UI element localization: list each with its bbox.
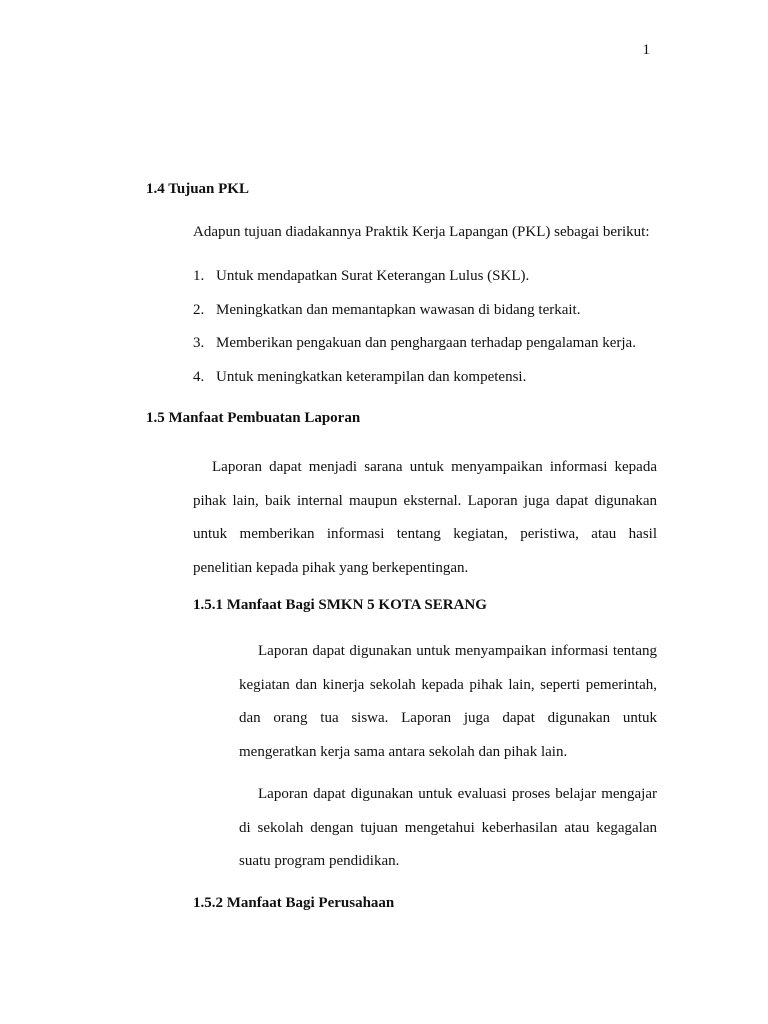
- list-item: [193, 266, 673, 300]
- objectives-list: [193, 266, 673, 400]
- list-item: [193, 367, 673, 401]
- paragraph-manfaat-laporan: Laporan dapat menjadi sarana untuk menyampaikan informasi kepada pihak lain, baik internal maupun eksternal. Laporan juga dapat digunakan untuk memberikan informasi tentang kegiatan, peristiwa, atau hasil penelitian kepada pihak yang berkepentingan.: [193, 459, 657, 576]
- list-item-text: Meningkatkan dan memantapkan wawasan di bidang terkait.: [216, 301, 581, 318]
- section-heading-1-4: 1.4 Tujuan PKL: [146, 181, 249, 197]
- page-number: 1: [642, 42, 650, 58]
- section-heading-1-5-1: 1.5.1 Manfaat Bagi SMKN 5 KOTA SERANG: [193, 597, 487, 613]
- section-heading-1-5-2: 1.5.2 Manfaat Bagi Perusahaan: [193, 895, 395, 911]
- paragraph-smkn-1: Laporan dapat digunakan untuk menyampaikan informasi tentang kegiatan dan kinerja sekolah kepada pihak lain, seperti pemerintah, dan orang tua siswa. Laporan juga dapat digunakan untuk mengeratkan kerja sama antara sekolah dan pihak lain.: [239, 643, 657, 760]
- list-item: [193, 300, 673, 334]
- list-item: [193, 333, 673, 367]
- list-item-number: 3.: [193, 335, 205, 351]
- section-heading-1-5: 1.5 Manfaat Pembuatan Laporan: [146, 410, 361, 426]
- list-item-number: 2.: [193, 301, 205, 318]
- paragraph-smkn-2: Laporan dapat digunakan untuk evaluasi proses belajar mengajar di sekolah dengan tujuan mengetahui keberhasilan atau kegagalan suatu program pendidikan.: [239, 786, 657, 869]
- list-item-number: 4.: [193, 368, 205, 385]
- intro-text: Adapun tujuan diadakannya Praktik Kerja Lapangan (PKL) sebagai berikut:: [193, 224, 650, 240]
- list-item-text: Memberikan pengakuan dan penghargaan terhadap pengalaman kerja.: [216, 335, 636, 351]
- list-item-text: Untuk meningkatkan keterampilan dan kompetensi.: [216, 368, 527, 385]
- list-item-number: 1.: [193, 268, 205, 284]
- list-item-text: Untuk mendapatkan Surat Keterangan Lulus (SKL).: [216, 268, 530, 284]
